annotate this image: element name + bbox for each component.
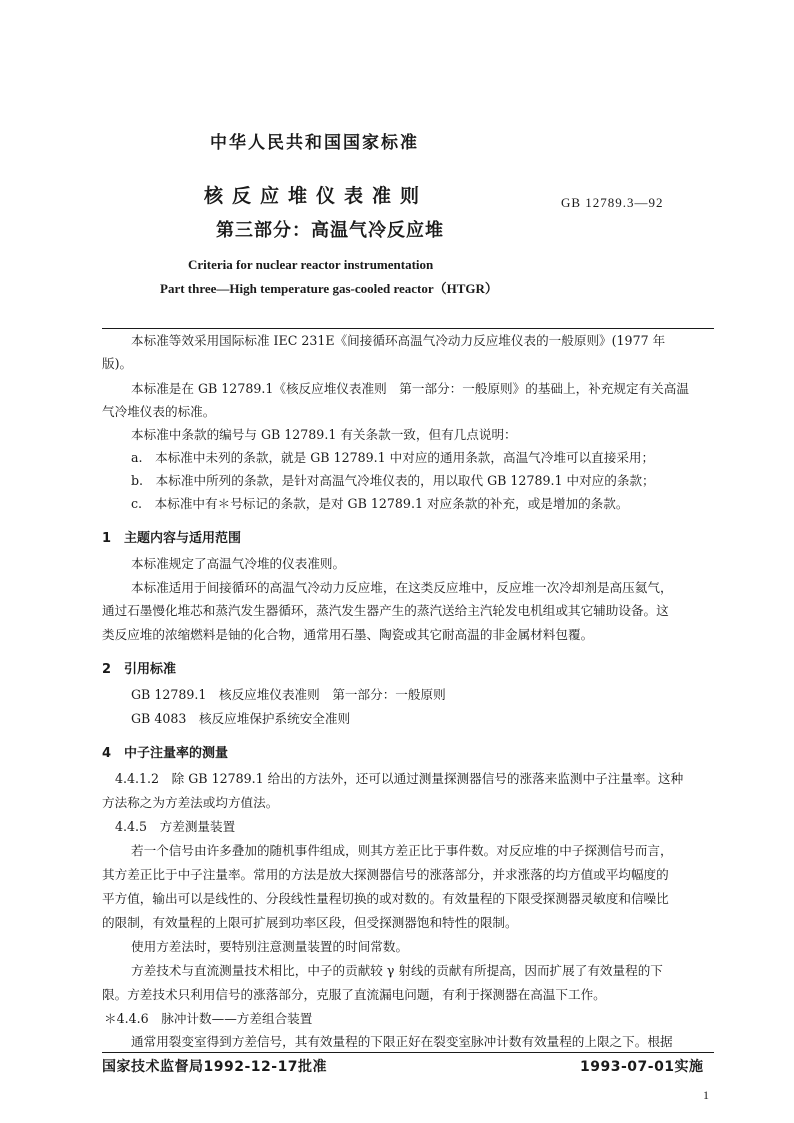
- section-1-heading: 1 主题内容与适用范围: [102, 531, 242, 546]
- header-divider: [102, 328, 714, 329]
- intro-item-b: b. 本标准中所列的条款，是针对高温气冷堆仪表的，用以取代 GB 12789.1 中对应的条款；: [131, 473, 655, 488]
- reference-1: GB 12789.1 核反应堆仪表准则 第一部分：一般原则: [131, 687, 446, 702]
- effective-date: 1993-07-01实施: [580, 1059, 704, 1075]
- english-subtitle: Part three—High temperature gas-cooled reactor（HTGR）: [160, 281, 498, 296]
- section-2-heading: 2 引用标准: [102, 662, 177, 677]
- clause-4-4-5-heading: 4.4.5 方差测量装置: [115, 819, 236, 834]
- page-number: 1: [703, 1088, 709, 1102]
- intro-item-c: c. 本标准中有＊号标记的条款，是对 GB 12789.1 对应条款的补充，或是增加的条款。: [131, 496, 629, 511]
- clause-4-4-5-paragraph-1-cont: 平方值，输出可以是线性的、分段线性量程切换的或对数的。有效量程的下限受探测器灵敏度和信噪比: [102, 891, 669, 906]
- clause-4-4-6-heading: ＊4.4.6 脉冲计数——方差组合装置: [104, 1011, 313, 1026]
- intro-paragraph-3: 本标准中条款的编号与 GB 12789.1 有关条款一致，但有几点说明：: [131, 427, 517, 442]
- clause-4-4-5-paragraph-2: 使用方差法时，要特别注意测量装置的时间常数。: [131, 939, 409, 954]
- section-1-paragraph-2-cont: 类反应堆的浓缩燃料是铀的化合物，通常用石墨、陶瓷或其它耐高温的非金属材料包覆。: [102, 627, 594, 642]
- clause-4-4-1-2: 4.4.1.2 除 GB 12789.1 给出的方法外，还可以通过测量探测器信号的涨落来监测中子注量率。这种: [115, 771, 684, 786]
- clause-4-4-6-paragraph-1: 通常用裂变室得到方差信号，其有效量程的下限正好在裂变室脉冲计数有效量程的上限之下。根据: [131, 1034, 673, 1049]
- intro-item-a: a. 本标准中未列的条款，就是 GB 12789.1 中对应的通用条款，高温气冷堆可以直接采用；: [131, 450, 655, 465]
- section-1-paragraph-2-cont: 通过石墨慢化堆芯和蒸汽发生器循环，蒸汽发生器产生的蒸汽送给主汽轮发电机组或其它辅助设备。这: [102, 603, 669, 618]
- clause-4-4-5-paragraph-1: 若一个信号由许多叠加的随机事件组成，则其方差正比于事件数。对反应堆的中子探测信号而言，: [131, 843, 673, 858]
- clause-4-4-5-paragraph-3: 方差技术与直流测量技术相比，中子的贡献较 γ 射线的贡献有所提高，因而扩展了有效量程的下: [131, 963, 663, 978]
- document-title: 核反应堆仪表准则: [204, 185, 429, 207]
- intro-paragraph-1-cont: 版)。: [102, 356, 133, 371]
- document-subtitle: 第三部分：高温气冷反应堆: [216, 220, 444, 241]
- footer-divider: [102, 1052, 714, 1053]
- approval-date: 国家技术监督局1992-12-17批准: [102, 1059, 328, 1075]
- section-1-paragraph-2: 本标准适用于间接循环的高温气冷动力反应堆，在这类反应堆中，反应堆一次冷却剂是高压氦气，: [131, 580, 673, 595]
- clause-4-4-1-2-cont: 方法称之为方差法或均方值法。: [102, 795, 279, 810]
- standard-code: GB 12789.3—92: [561, 195, 664, 210]
- clause-4-4-5-paragraph-1-cont: 其方差正比于中子注量率。常用的方法是放大探测器信号的涨落部分，并求涨落的均方值或平均幅度的: [102, 867, 669, 882]
- reference-2: GB 4083 核反应堆保护系统安全准则: [131, 711, 351, 726]
- clause-4-4-5-paragraph-3-cont: 限。方差技术只利用信号的涨落部分，克服了直流漏电问题，有利于探测器在高温下工作。: [102, 987, 606, 1002]
- section-4-heading: 4 中子注量率的测量: [102, 746, 229, 761]
- english-title: Criteria for nuclear reactor instrumentation: [188, 257, 434, 272]
- national-standard-label: 中华人民共和国国家标准: [210, 133, 419, 153]
- intro-paragraph-1: 本标准等效采用国际标准 IEC 231E《间接循环高温气冷动力反应堆仪表的一般原则》(1977 年: [131, 333, 666, 348]
- intro-paragraph-2-cont: 气冷堆仪表的标准。: [102, 404, 216, 419]
- intro-paragraph-2: 本标准是在 GB 12789.1《核反应堆仪表准则 第一部分：一般原则》的基础上，补充规定有关高温: [131, 381, 689, 396]
- clause-4-4-5-paragraph-1-cont: 的限制，有效量程的上限可扩展到功率区段，但受探测器饱和特性的限制。: [102, 915, 518, 930]
- section-1-paragraph-1: 本标准规定了高温气冷堆的仪表准则。: [131, 556, 346, 571]
